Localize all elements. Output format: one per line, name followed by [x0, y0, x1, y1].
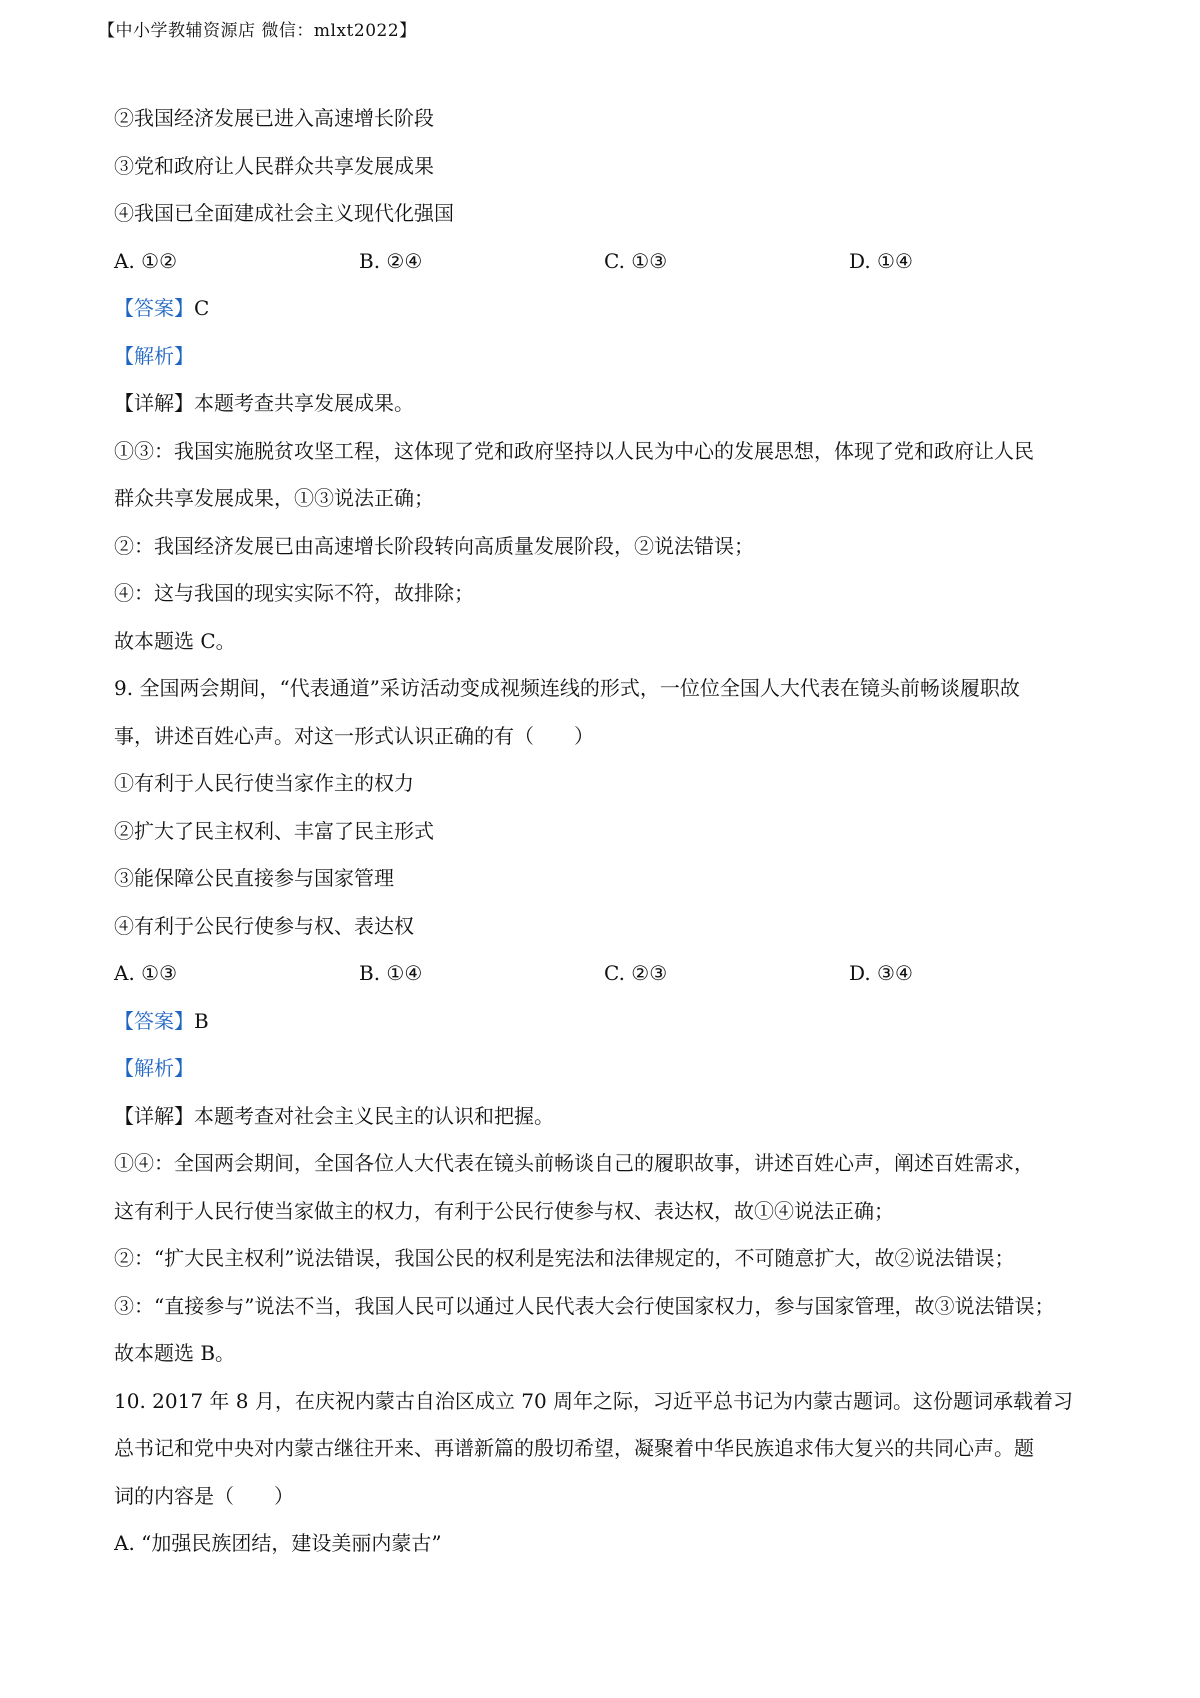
q9-analysis-label: 【解析】 — [114, 1056, 194, 1080]
q8-analysis-label: 【解析】 — [114, 343, 194, 368]
q9-item-4: ④有利于公民行使参与权、表达权 — [114, 913, 414, 938]
q9-detail-5: ③：“直接参与”说法不当，我国人民可以通过人民代表大会行使国家权力，参与国家管理，故③说法错误； — [114, 1293, 1055, 1318]
answer-value: B — [194, 1008, 209, 1033]
q10-stem-2: 总书记和党中央对内蒙古继往开来、再谱新篇的殷切希望，凝聚着中华民族追求伟大复兴的共同心声。题 — [114, 1436, 1034, 1460]
q9-options — [114, 950, 1094, 998]
q8-answer — [114, 285, 1094, 333]
q8-detail-2: ①③：我国实施脱贫攻坚工程，这体现了党和政府坚持以人民为中心的发展思想，体现了党和政府让人民 — [114, 438, 1034, 463]
q8-option-a: A. ①② — [114, 248, 178, 273]
q8-detail-5: ④：这与我国的现实实际不符，故排除； — [114, 581, 474, 605]
q9-detail-6: 故本题选 B。 — [114, 1341, 236, 1365]
q9-option-a: A. ①③ — [114, 961, 178, 985]
q8-detail-4: ②：我国经济发展已由高速增长阶段转向高质量发展阶段，②说法错误； — [114, 533, 754, 558]
q9-option-c: C. ②③ — [604, 961, 668, 985]
watermark-header: 【中小学教辅资源店 微信：mlxt2022】 — [98, 21, 417, 41]
q8-item-4: ④我国已全面建成社会主义现代化强国 — [114, 201, 454, 225]
q8-option-d: D. ①④ — [849, 248, 913, 273]
q10-option-a: A. “加强民族团结，建设美丽内蒙古” — [114, 1531, 442, 1555]
q9-option-b: B. ①④ — [359, 961, 423, 985]
q8-option-b: B. ②④ — [359, 248, 423, 273]
answer-value: C — [194, 296, 210, 320]
q9-detail-1: 【详解】本题考查对社会主义民主的认识和把握。 — [114, 1103, 554, 1128]
q9-stem-1: 9. 全国两会期间，“代表通道”采访活动变成视频连线的形式，一位位全国人大代表在镜头前畅谈履职故 — [114, 676, 1020, 700]
q10-stem-1: 10. 2017 年 8 月，在庆祝内蒙古自治区成立 70 周年之际，习近平总书记为内蒙古题词。这份题词承载着习 — [114, 1388, 1074, 1413]
q9-detail-3: 这有利于人民行使当家做主的权力，有利于公民行使参与权、表达权，故①④说法正确； — [114, 1198, 894, 1223]
q8-options — [114, 238, 1094, 286]
q8-detail-3: 群众共享发展成果，①③说法正确； — [114, 486, 434, 510]
q9-option-d: D. ③④ — [849, 961, 913, 985]
document-page — [114, 95, 1094, 1568]
q8-option-c: C. ①③ — [604, 248, 668, 273]
q9-answer — [114, 998, 1094, 1046]
q9-item-2: ②扩大了民主权利、丰富了民主形式 — [114, 818, 434, 843]
q9-stem-2: 事，讲述百姓心声。对这一形式认识正确的有（ ） — [114, 723, 594, 748]
q9-item-3: ③能保障公民直接参与国家管理 — [114, 866, 394, 890]
q8-item-3: ③党和政府让人民群众共享发展成果 — [114, 153, 434, 178]
q8-detail-1: 【详解】本题考查共享发展成果。 — [114, 391, 414, 415]
q10-stem-3: 词的内容是（ ） — [114, 1483, 294, 1508]
q9-detail-4: ②：“扩大民主权利”说法错误，我国公民的权利是宪法和法律规定的，不可随意扩大，故②说法错误； — [114, 1246, 1015, 1270]
q8-detail-6: 故本题选 C。 — [114, 628, 236, 653]
q9-detail-2: ①④：全国两会期间，全国各位人大代表在镜头前畅谈自己的履职故事，讲述百姓心声，阐述百姓需求， — [114, 1151, 1034, 1175]
answer-label: 【答案】 — [114, 296, 194, 320]
q9-item-1: ①有利于人民行使当家作主的权力 — [114, 771, 414, 795]
answer-label: 【答案】 — [114, 1008, 194, 1033]
q8-item-2: ②我国经济发展已进入高速增长阶段 — [114, 106, 434, 130]
